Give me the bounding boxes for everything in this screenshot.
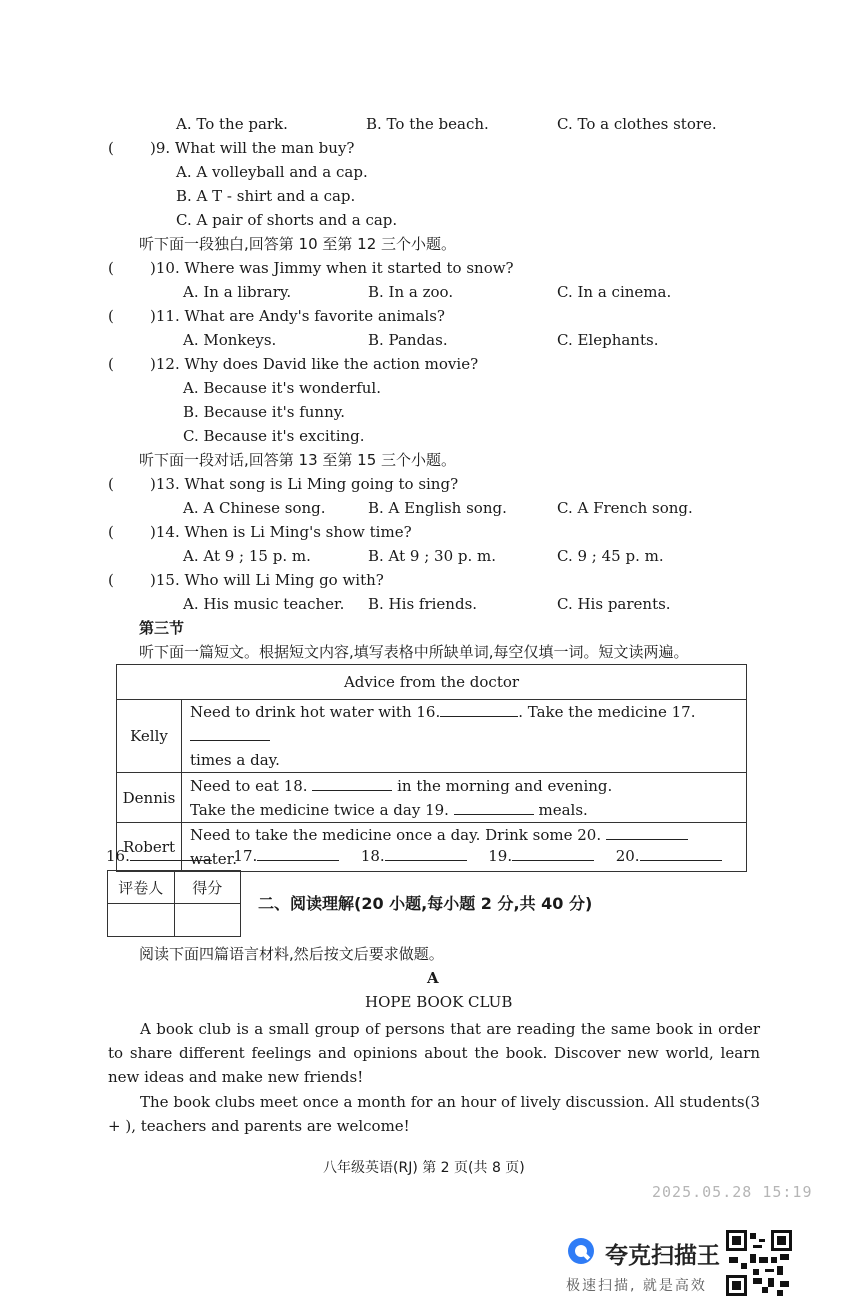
q10-option-a: A. In a library. <box>183 283 292 301</box>
grader-reviewer-label: 评卷人 <box>108 871 175 904</box>
dennis-line2a: Take the medicine twice a day 19. <box>190 800 449 819</box>
q15-option-b: B. His friends. <box>368 595 478 613</box>
q11-paren: ( <box>108 307 114 325</box>
table-row <box>117 700 747 773</box>
q13-option-a: A. A Chinese song. <box>183 499 326 517</box>
kelly-line2: times a day. <box>190 751 280 769</box>
q13-question: )13. What song is Li Ming going to sing? <box>150 475 459 493</box>
blank-19[interactable] <box>454 800 534 815</box>
q12-question: )12. Why does David like the action movie? <box>150 355 479 373</box>
answer-label-17: 17. <box>233 847 258 865</box>
row-name-dennis: Dennis <box>117 773 182 823</box>
q8-option-a: A. To the park. <box>176 115 288 133</box>
table-row <box>117 773 747 823</box>
grader-score-cell[interactable] <box>174 904 241 937</box>
blank-20[interactable] <box>606 825 688 840</box>
part3-title: 第三节 <box>139 619 185 637</box>
q12-option-a: A. Because it's wonderful. <box>183 379 381 397</box>
blank-16[interactable] <box>440 702 518 717</box>
q14-option-c: C. 9 ; 45 p. m. <box>557 547 664 565</box>
q11-option-c: C. Elephants. <box>557 331 659 349</box>
answer-label-19: 19. <box>488 847 513 865</box>
scanner-brand: 夸克扫描王 <box>605 1243 720 1269</box>
q13-option-c: C. A French song. <box>557 499 693 517</box>
q12-paren: ( <box>108 355 114 373</box>
answer-blank-19[interactable] <box>512 846 594 861</box>
section-dialogue: 听下面一段对话,回答第 13 至第 15 三个小题。 <box>139 451 457 469</box>
row-name-kelly: Kelly <box>117 700 182 773</box>
advice-table-title: Advice from the doctor <box>117 665 747 700</box>
q15-option-a: A. His music teacher. <box>183 595 345 613</box>
q8-option-c: C. To a clothes store. <box>557 115 717 133</box>
dennis-line1a: Need to eat 18. <box>190 776 308 795</box>
robert-line1a: Need to take the medicine once a day. Drink some 20. <box>190 826 602 844</box>
q12-option-b: B. Because it's funny. <box>183 403 346 421</box>
q11-question: )11. What are Andy's favorite animals? <box>150 307 445 325</box>
robert-line1b: water. <box>190 850 237 868</box>
page-footer: 八年级英语(RJ) 第 2 页(共 8 页) <box>323 1160 525 1176</box>
q9-option-c: C. A pair of shorts and a cap. <box>176 211 398 229</box>
q9-paren: ( <box>108 139 114 157</box>
q11-option-a: A. Monkeys. <box>183 331 277 349</box>
kelly-line1b: . Take the medicine 17. <box>518 703 696 721</box>
q15-paren: ( <box>108 571 114 589</box>
q10-option-b: B. In a zoo. <box>368 283 454 301</box>
q10-option-c: C. In a cinema. <box>557 283 672 301</box>
section-monologue: 听下面一段独白,回答第 10 至第 12 三个小题。 <box>139 235 457 253</box>
q10-question: )10. Where was Jimmy when it started to snow? <box>150 259 514 277</box>
answer-blank-16[interactable] <box>130 846 212 861</box>
passage-title: HOPE BOOK CLUB <box>365 993 513 1011</box>
q9-question: )9. What will the man buy? <box>150 139 355 157</box>
q13-paren: ( <box>108 475 114 493</box>
advice-table <box>116 664 747 872</box>
q14-option-a: A. At 9 ; 15 p. m. <box>183 547 311 565</box>
q15-question: )15. Who will Li Ming go with? <box>150 571 384 589</box>
q13-option-b: B. A English song. <box>368 499 507 517</box>
answer-label-18: 18. <box>360 847 385 865</box>
grader-reviewer-cell[interactable] <box>108 904 175 937</box>
scan-timestamp: 2025.05.28 15:19 <box>652 1183 813 1201</box>
scanner-slogan: 极速扫描, 就是高效 <box>566 1278 707 1294</box>
q9-option-b: B. A T - shirt and a cap. <box>176 187 356 205</box>
scanner-logo-icon <box>566 1236 596 1266</box>
q9-option-a: A. A volleyball and a cap. <box>176 163 368 181</box>
q14-option-b: B. At 9 ; 30 p. m. <box>368 547 497 565</box>
q12-option-c: C. Because it's exciting. <box>183 427 365 445</box>
q14-question: )14. When is Li Ming's show time? <box>150 523 412 541</box>
dennis-line2b: meals. <box>538 800 588 819</box>
q8-option-b: B. To the beach. <box>366 115 489 133</box>
kelly-line1a: Need to drink hot water with 16. <box>190 703 441 721</box>
paragraph-1: A book club is a small group of persons that are reading the same book in order to share different feelings and opinions about the book. Discover new world, learn new ideas and make new friends! <box>108 1020 760 1086</box>
row-name-robert: Robert <box>117 823 182 872</box>
paragraph-2: The book clubs meet once a month for an hour of lively discussion. All students(3 + ), teachers and parents are welcome! <box>108 1093 760 1135</box>
blank-17[interactable] <box>190 726 270 741</box>
answer-blank-18[interactable] <box>385 846 467 861</box>
q14-paren: ( <box>108 523 114 541</box>
reading-instruction: 阅读下面四篇语言材料,然后按文后要求做题。 <box>139 945 444 963</box>
grader-score-label: 得分 <box>174 871 241 904</box>
q11-option-b: B. Pandas. <box>368 331 448 349</box>
q15-option-c: C. His parents. <box>557 595 671 613</box>
passage-letter: A <box>427 969 439 987</box>
dennis-line1b: in the morning and evening. <box>397 776 613 795</box>
answer-label-20: 20. <box>615 847 640 865</box>
answer-blank-20[interactable] <box>640 846 722 861</box>
answer-label-16: 16. <box>106 847 130 865</box>
answer-blank-17[interactable] <box>257 846 339 861</box>
part3-instruction: 听下面一篇短文。根据短文内容,填写表格中所缺单词,每空仅填一词。短文读两遍。 <box>139 643 689 661</box>
answer-line <box>106 846 722 864</box>
qr-code-icon <box>726 1230 792 1296</box>
blank-18[interactable] <box>312 776 392 791</box>
grader-box <box>107 870 241 937</box>
q10-paren: ( <box>108 259 114 277</box>
section2-title: 二、阅读理解(20 小题,每小题 2 分,共 40 分) <box>258 894 593 913</box>
